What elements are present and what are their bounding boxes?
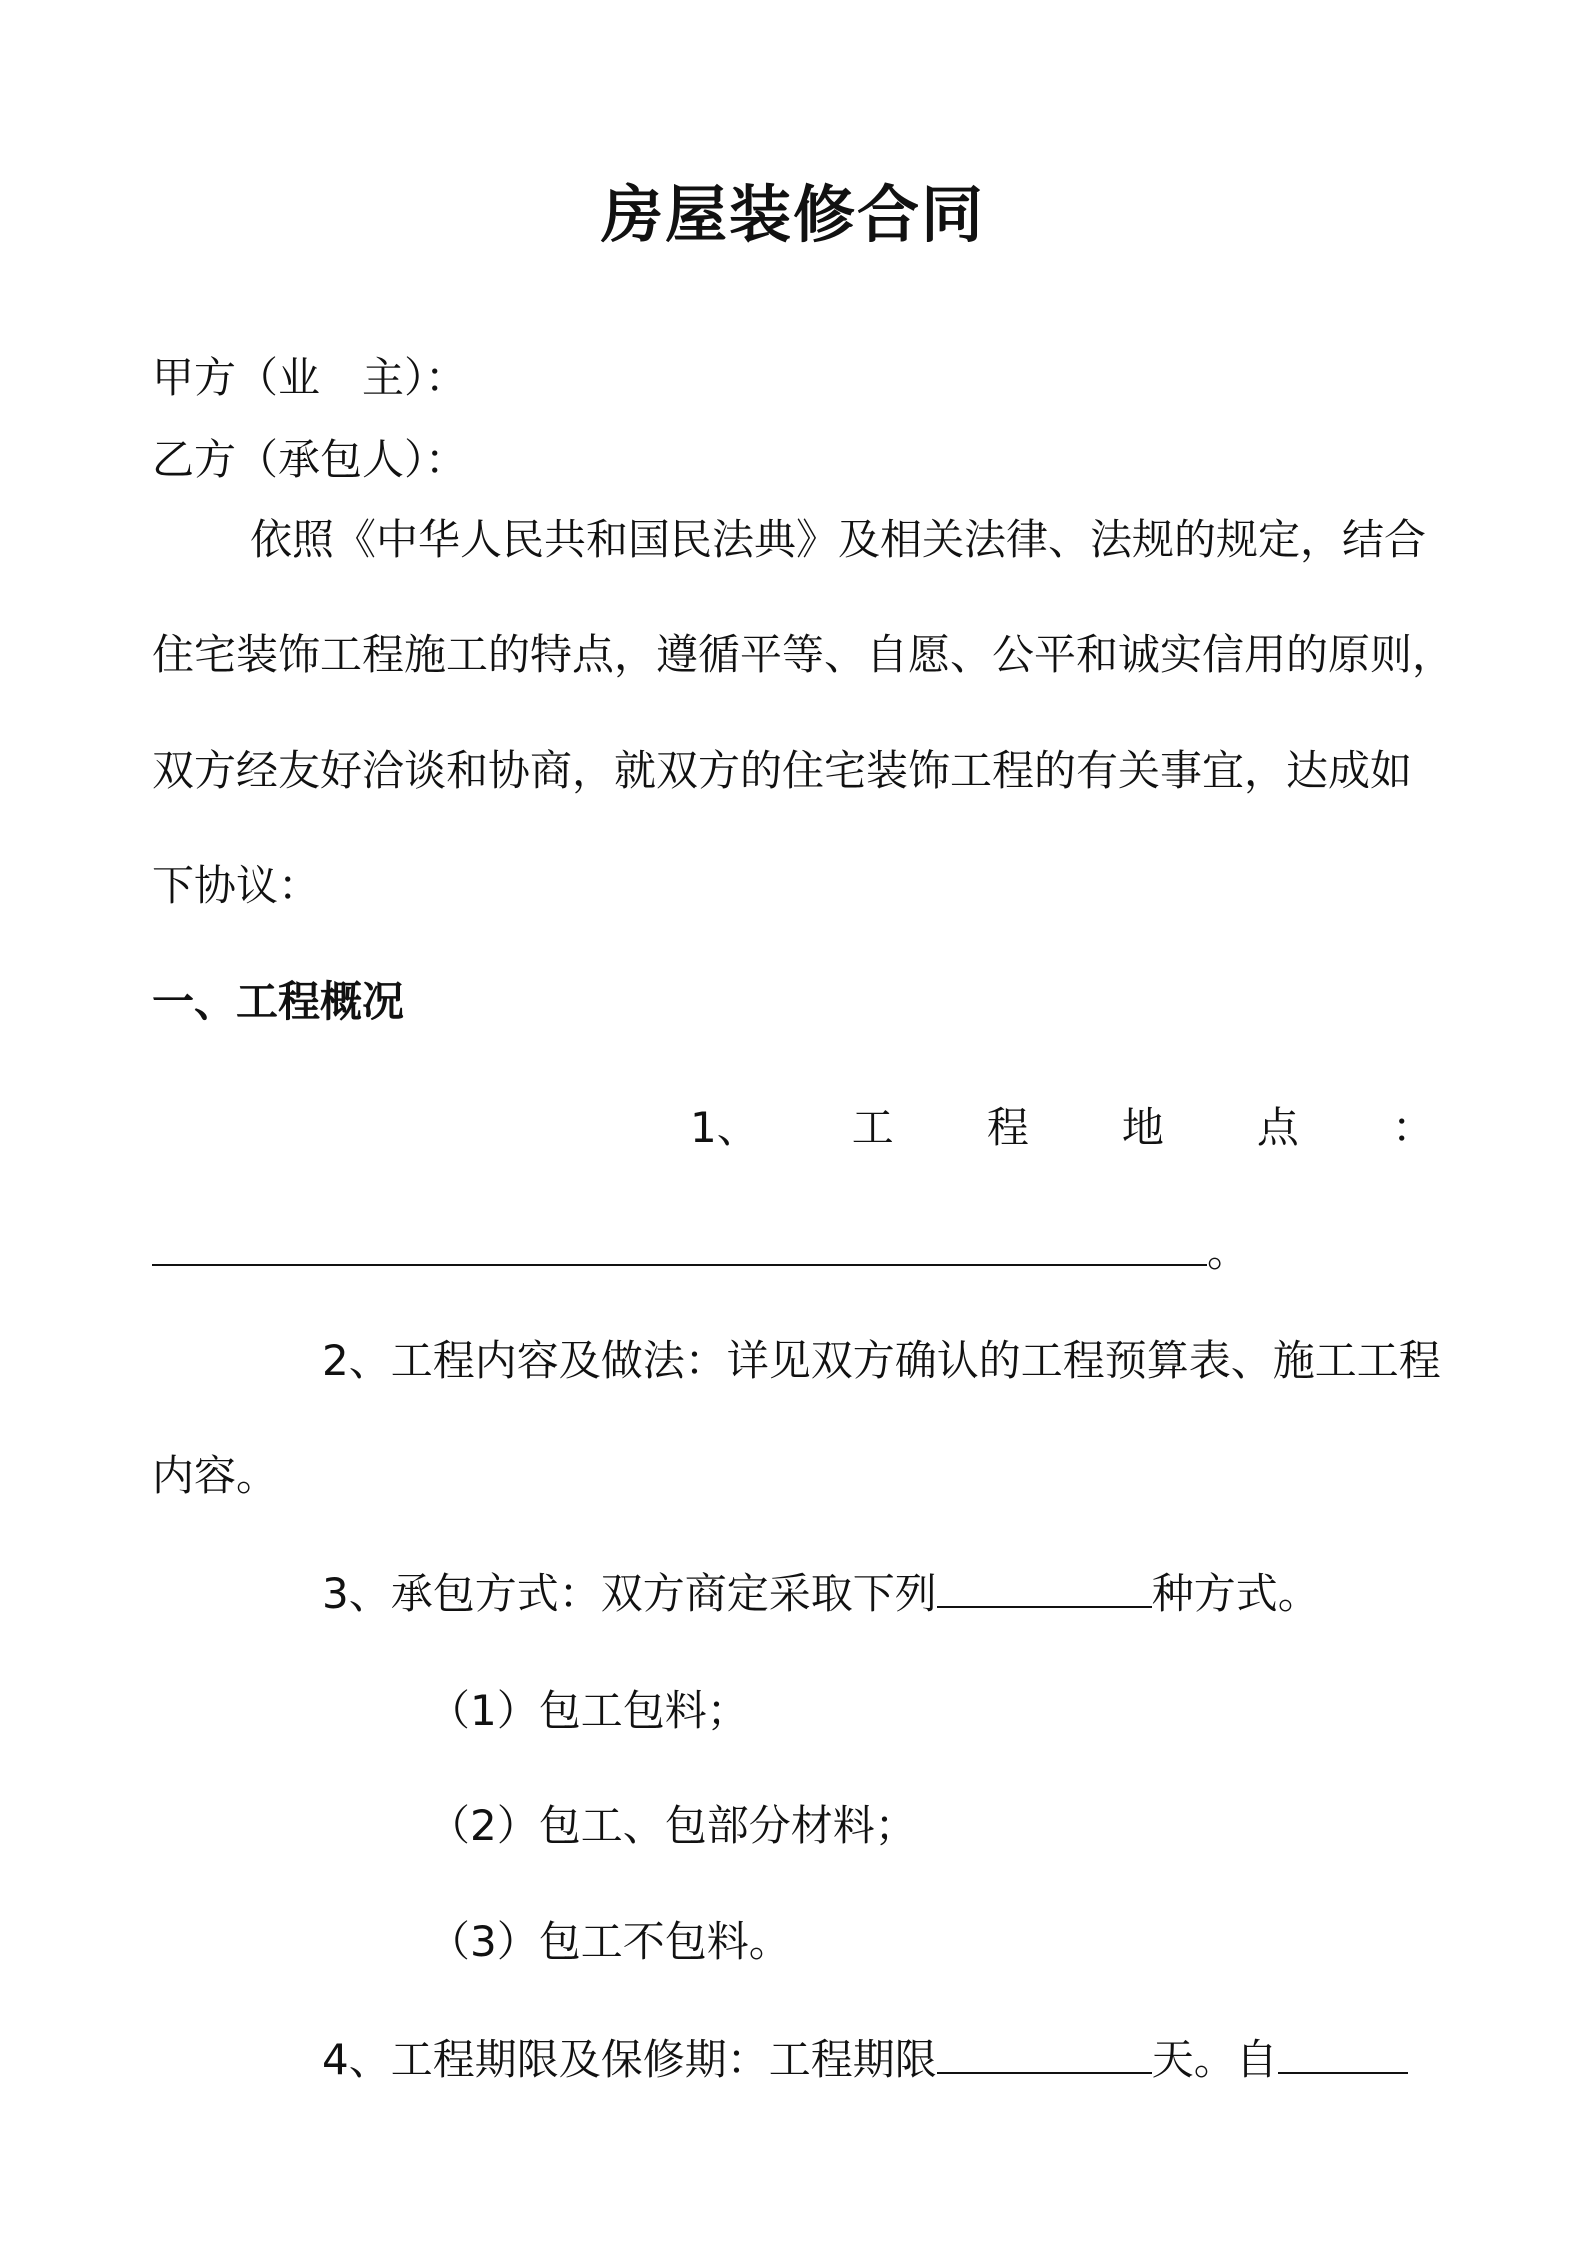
item1-char: 工 bbox=[851, 1103, 894, 1152]
item4-period bbox=[322, 2032, 1434, 2088]
option-2: （2）包工、包部分材料； bbox=[428, 1801, 917, 1850]
item2-line-1: 2、工程内容及做法：详见双方确认的工程预算表、施工工程 bbox=[322, 1336, 1441, 1385]
intro-line-3: 双方经友好洽谈和协商，就双方的住宅装饰工程的有关事宜，达成如 bbox=[152, 746, 1413, 795]
item1-char: 点 bbox=[1256, 1103, 1299, 1152]
method-fill-blank[interactable] bbox=[937, 1566, 1152, 1608]
party-a-label: 甲方（业 主）： bbox=[152, 353, 468, 402]
item4-middle: 天。自 bbox=[1151, 2035, 1278, 2084]
item4-prefix: 4、工程期限及保修期：工程期限 bbox=[322, 2035, 937, 2084]
option-1: （1）包工包料； bbox=[428, 1686, 749, 1735]
location-fill-blank[interactable] bbox=[152, 1224, 1207, 1266]
item1-char: ： bbox=[1391, 1103, 1434, 1152]
location-blank-line bbox=[152, 1224, 1249, 1280]
option-3: （3）包工不包料。 bbox=[428, 1917, 791, 1966]
intro-line-1: 依照《中华人民共和国民法典》及相关法律、法规的规定，结合 bbox=[250, 515, 1427, 564]
item3-contract-method bbox=[322, 1566, 1434, 1622]
party-b-label: 乙方（承包人）： bbox=[152, 435, 468, 484]
item3-prefix: 3、承包方式：双方商定采取下列 bbox=[322, 1569, 937, 1618]
item1-char: 程 bbox=[986, 1103, 1029, 1152]
item3-suffix: 种方式。 bbox=[1151, 1569, 1320, 1618]
document-title: 房屋装修合同 bbox=[600, 178, 985, 251]
item1-project-location bbox=[690, 1100, 1434, 1156]
start-date-fill-blank[interactable] bbox=[1278, 2032, 1408, 2074]
section-heading-project-overview: 一、工程概况 bbox=[152, 977, 405, 1026]
intro-line-2: 住宅装饰工程施工的特点，遵循平等、自愿、公平和诚实信用的原则， bbox=[152, 630, 1455, 679]
item1-char: 地 bbox=[1121, 1103, 1164, 1152]
days-fill-blank[interactable] bbox=[937, 2032, 1152, 2074]
intro-line-4: 下协议： bbox=[152, 861, 321, 910]
item1-char: 1、 bbox=[690, 1103, 759, 1152]
item2-line-2: 内容。 bbox=[152, 1451, 279, 1500]
location-end-mark: 。 bbox=[1207, 1227, 1250, 1276]
